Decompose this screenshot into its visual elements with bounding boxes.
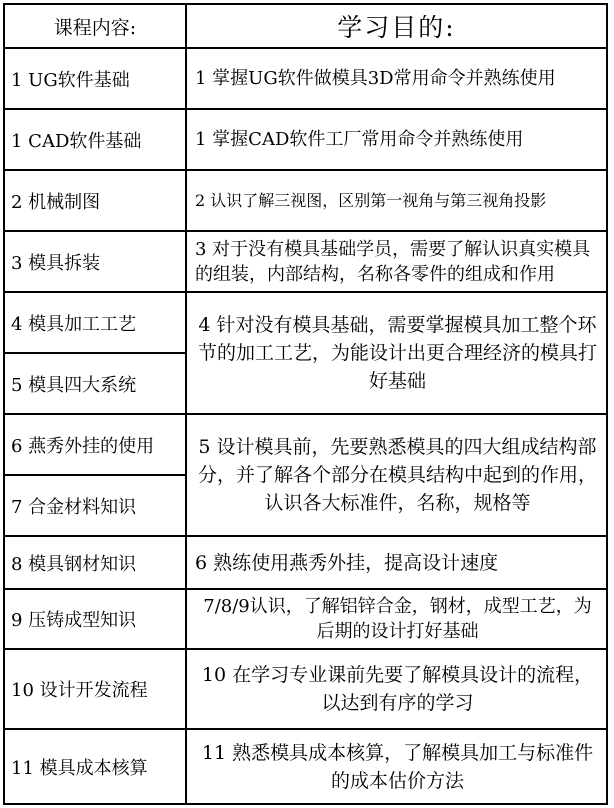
goal-cell: 5 设计模具前，先要熟悉模具的四大组成结构部分，并了解各个部分在模具结构中起到的作用，认识各大标准件，名称，规格等	[186, 414, 607, 536]
goal-cell: 2 认识了解三视图，区别第一视角与第三视角投影	[186, 170, 607, 231]
table-row	[4, 48, 607, 109]
header-row	[4, 4, 607, 48]
course-cell: 8 模具钢材知识	[4, 536, 186, 589]
course-cell: 4 模具加工工艺	[4, 292, 186, 353]
goal-cell: 6 熟练使用燕秀外挂，提高设计速度	[186, 536, 607, 589]
table-row	[4, 292, 607, 353]
course-cell: 5 模具四大系统	[4, 353, 186, 414]
course-cell: 6 燕秀外挂的使用	[4, 414, 186, 475]
table-row	[4, 649, 607, 729]
course-cell: 10 设计开发流程	[4, 649, 186, 729]
goal-cell: 1 掌握CAD软件工厂常用命令并熟练使用	[186, 109, 607, 170]
goal-cell: 11 熟悉模具成本核算，了解模具加工与标准件的成本估价方法	[186, 729, 607, 804]
header-course: 课程内容:	[4, 4, 186, 48]
goal-cell: 3 对于没有模具基础学员，需要了解认识真实模具的组装，内部结构，名称各零件的组成和作用	[186, 231, 607, 292]
course-cell: 1 CAD软件基础	[4, 109, 186, 170]
course-cell: 7 合金材料知识	[4, 475, 186, 536]
course-cell: 2 机械制图	[4, 170, 186, 231]
course-cell: 11 模具成本核算	[4, 729, 186, 804]
goal-cell: 4 针对没有模具基础，需要掌握模具加工整个环节的加工工艺，为能设计出更合理经济的模具打好基础	[186, 292, 607, 414]
table-row	[4, 231, 607, 292]
goal-cell: 10 在学习专业课前先要了解模具设计的流程，以达到有序的学习	[186, 649, 607, 729]
course-cell: 9 压铸成型知识	[4, 589, 186, 649]
header-goal: 学习目的:	[186, 4, 607, 48]
table-row	[4, 109, 607, 170]
table-row	[4, 414, 607, 475]
goal-cell: 7/8/9认识，了解铝锌合金，钢材，成型工艺，为后期的设计打好基础	[186, 589, 607, 649]
table-row	[4, 170, 607, 231]
course-cell: 3 模具拆装	[4, 231, 186, 292]
table-row	[4, 589, 607, 649]
goal-cell: 1 掌握UG软件做模具3D常用命令并熟练使用	[186, 48, 607, 109]
course-table	[3, 3, 608, 805]
table-row	[4, 536, 607, 589]
course-cell: 1 UG软件基础	[4, 48, 186, 109]
table-row	[4, 729, 607, 804]
